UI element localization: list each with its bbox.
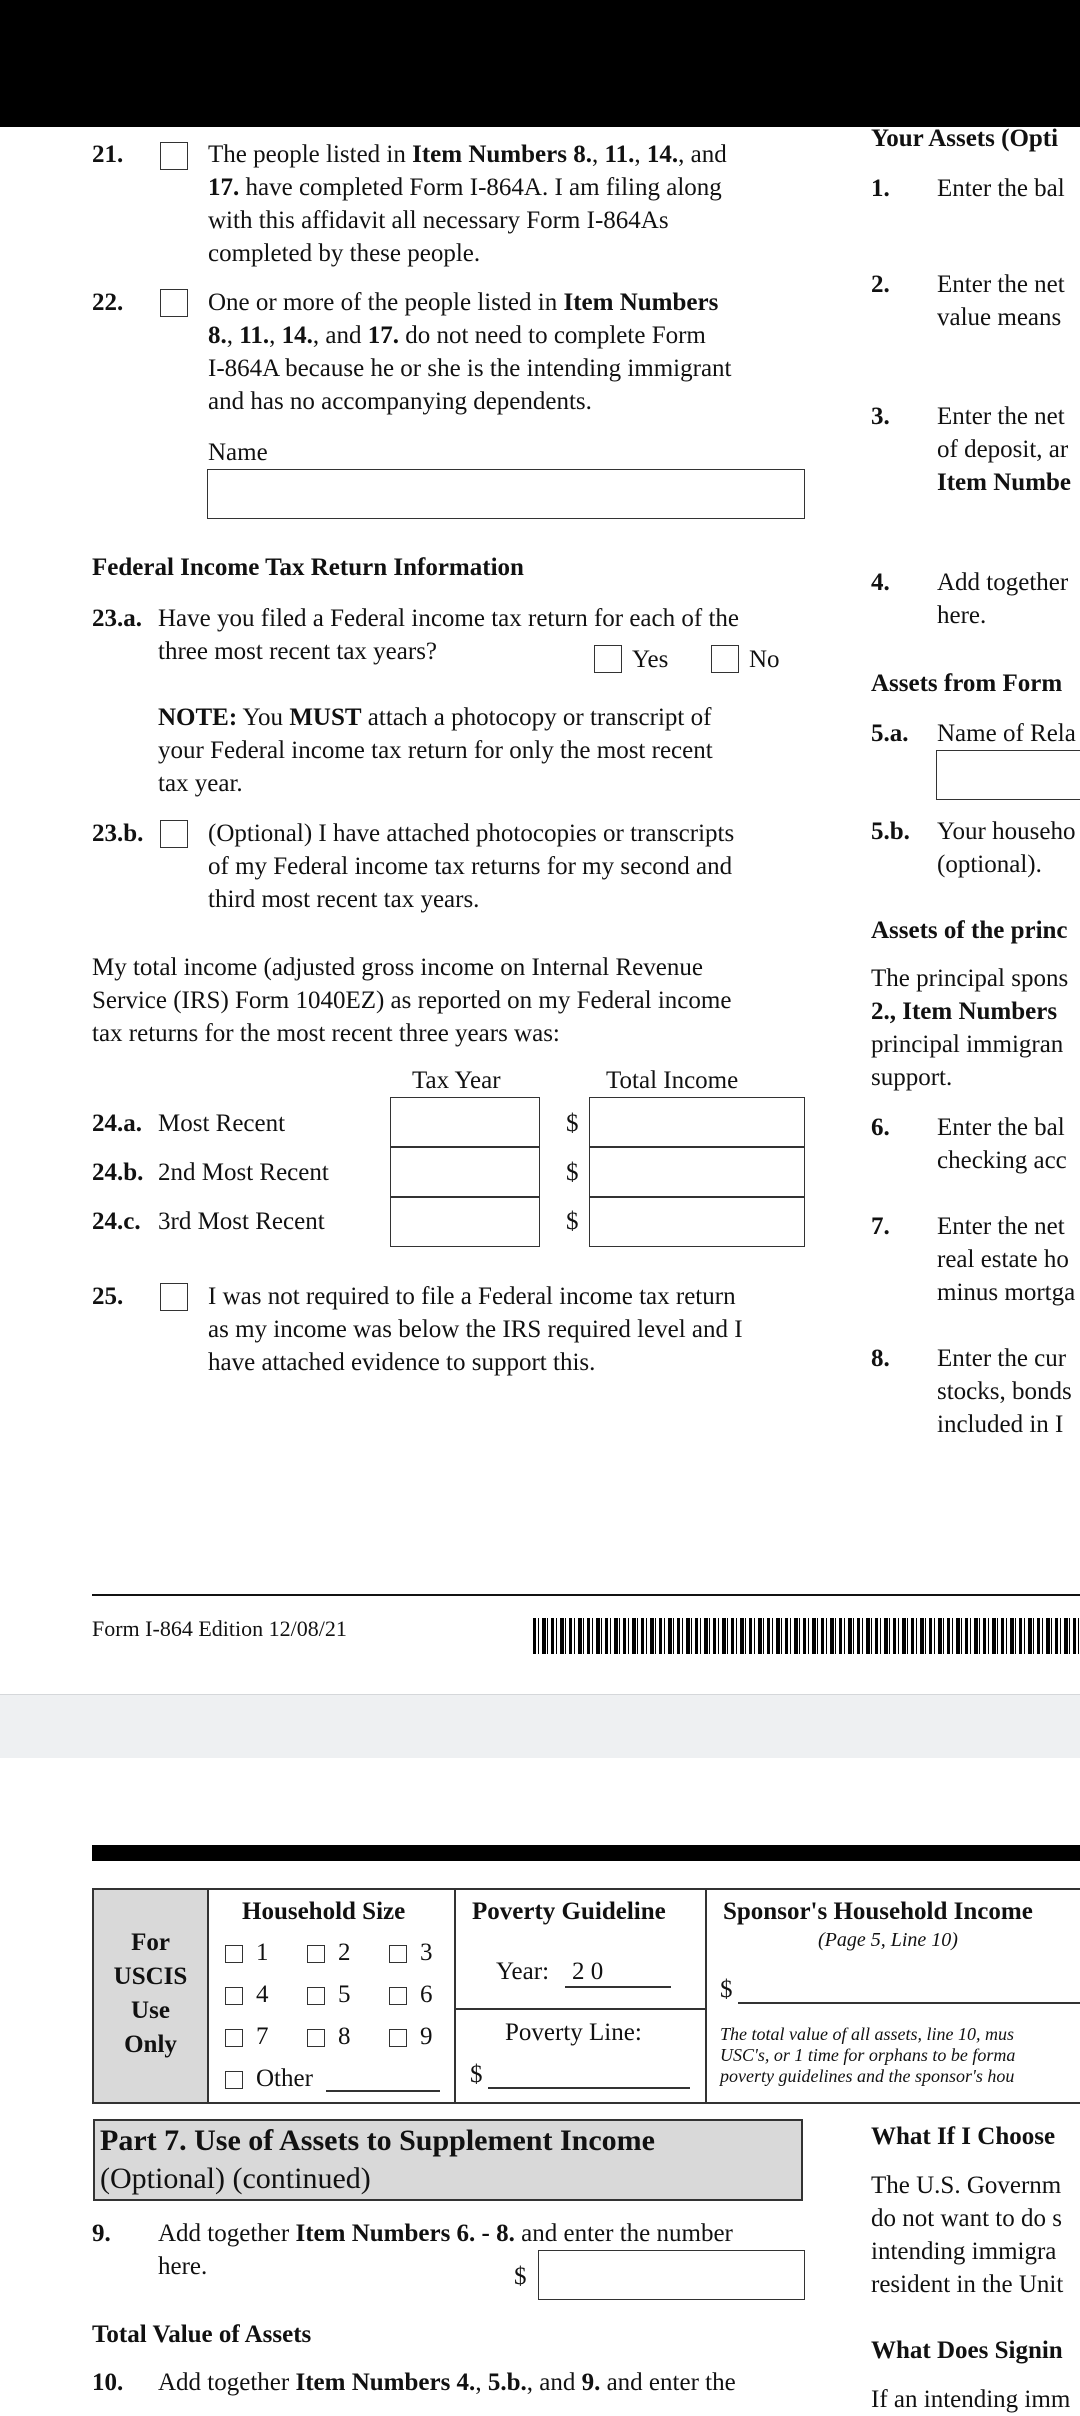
- sponsor-income-input[interactable]: [738, 2002, 1080, 2004]
- item-23a-line-2: three most recent tax years?: [158, 638, 438, 665]
- household-5-label: 5: [338, 1981, 351, 2008]
- item-5b-line-1: Your househo: [937, 818, 1076, 845]
- item-21-number: 21.: [92, 141, 124, 168]
- item-24c-tax-year-input[interactable]: [390, 1197, 540, 1247]
- income-para-line-1: My total income (adjusted gross income on Internal Revenue: [92, 954, 703, 981]
- item-24b-label: 2nd Most Recent: [158, 1159, 329, 1186]
- household-other-checkbox[interactable]: [225, 2071, 243, 2089]
- poverty-guideline-title: Poverty Guideline: [472, 1898, 666, 1925]
- item-25-checkbox[interactable]: [160, 1283, 188, 1311]
- item-23a-no-checkbox[interactable]: [711, 645, 739, 673]
- sponsor-note-line-2: USC's, or 1 time for orphans to be forma: [720, 2045, 1016, 2065]
- income-para-line-2: Service (IRS) Form 1040EZ) as reported on my Federal income: [92, 987, 732, 1014]
- barcode: [533, 1618, 1080, 1654]
- household-7-checkbox[interactable]: [225, 2029, 243, 2047]
- year-value: 2 0: [572, 1958, 604, 1985]
- item-23a-number: 23.a.: [92, 605, 142, 632]
- item-25-line-3: have attached evidence to support this.: [208, 1349, 596, 1376]
- table-divider-1: [454, 1890, 456, 2102]
- item-23a-yes-checkbox[interactable]: [594, 645, 622, 673]
- item-2-number: 2.: [871, 271, 890, 298]
- item-5a-number: 5.a.: [871, 720, 909, 747]
- item-25-line-1: I was not required to file a Federal income tax return: [208, 1283, 736, 1310]
- item-23b-checkbox[interactable]: [160, 820, 188, 848]
- household-5-checkbox[interactable]: [307, 1987, 325, 2005]
- item-7-number: 7.: [871, 1213, 890, 1240]
- top-black-bar: [0, 0, 1080, 127]
- item-10-number: 10.: [92, 2369, 124, 2396]
- household-other-label: Other: [256, 2065, 313, 2092]
- total-value-assets-title: Total Value of Assets: [92, 2321, 312, 2348]
- item-23a-line-1: Have you filed a Federal income tax return for each of the: [158, 605, 739, 632]
- item-22-line-2: 8., 11., 14., and 17. do not need to complete Form: [208, 322, 706, 349]
- item-10-line-1: Add together Item Numbers 4., 5.b., and 9. and enter the: [158, 2369, 736, 2396]
- item-23b-line-1: (Optional) I have attached photocopies or transcripts: [208, 820, 735, 847]
- item-22-line-3: I-864A because he or she is the intending immigrant: [208, 355, 732, 382]
- item-21-line-4: completed by these people.: [208, 240, 481, 267]
- item-22-line-4: and has no accompanying dependents.: [208, 388, 592, 415]
- item-24a-tax-year-input[interactable]: [390, 1097, 540, 1147]
- item-3-line-3: Item Numbe: [937, 469, 1072, 496]
- col-tax-year: Tax Year: [412, 1067, 501, 1094]
- item-24b-income-input[interactable]: [589, 1147, 805, 1197]
- footer-rule: [92, 1594, 1080, 1596]
- item-6-line-2: checking acc: [937, 1147, 1067, 1174]
- uscis-line-2: USCIS: [113, 1963, 188, 1990]
- item-1-number: 1.: [871, 175, 890, 202]
- right-para-line-3: intending immigra: [871, 2238, 1057, 2265]
- principal-para-line-3: principal immigran: [871, 1031, 1064, 1058]
- name-label: Name: [208, 439, 268, 466]
- sponsor-income-sub: (Page 5, Line 10): [818, 1929, 958, 1951]
- household-8-label: 8: [338, 2023, 351, 2050]
- item-5a-label: Name of Rela: [937, 720, 1076, 747]
- item-8-line-3: included in I: [937, 1411, 1064, 1438]
- household-6-checkbox[interactable]: [389, 1987, 407, 2005]
- item-21-line-2: 17. have completed Form I-864A. I am filing along: [208, 174, 722, 201]
- item-8-line-1: Enter the cur: [937, 1345, 1067, 1372]
- note-line-2: your Federal income tax return for only the most recent: [158, 737, 713, 764]
- sponsor-dollar: $: [720, 1976, 733, 2003]
- uscis-line-3: Use: [131, 1997, 170, 2024]
- what-if-choose-title: What If I Choose: [871, 2123, 1056, 2150]
- item-2-line-2: value means: [937, 304, 1062, 331]
- item-22-checkbox[interactable]: [160, 289, 188, 317]
- uscis-line-4: Only: [124, 2031, 177, 2058]
- sponsor-income-title: Sponsor's Household Income: [723, 1898, 1033, 1925]
- household-1-checkbox[interactable]: [225, 1945, 243, 1963]
- item-24a-income-input[interactable]: [589, 1097, 805, 1147]
- item-4-line-2: here.: [937, 602, 987, 629]
- item-21-line-3: with this affidavit all necessary Form I-864As: [208, 207, 669, 234]
- poverty-line-label: Poverty Line:: [505, 2019, 642, 2046]
- sponsor-note-line-1: The total value of all assets, line 10, mus: [720, 2024, 1014, 2044]
- household-4-label: 4: [256, 1981, 269, 2008]
- right-cut-line: If an intending imm: [871, 2386, 1071, 2413]
- item-5b-line-2: (optional).: [937, 851, 1042, 878]
- right-para-line-2: do not want to do s: [871, 2205, 1062, 2232]
- page-gap: [0, 1694, 1080, 1758]
- item-3-line-2: of deposit, ar: [937, 436, 1069, 463]
- item-7-line-2: real estate ho: [937, 1246, 1069, 1273]
- principal-assets-title: Assets of the princ: [871, 917, 1068, 944]
- page2-top-rule: [92, 1845, 1080, 1861]
- household-1-label: 1: [256, 1939, 269, 1966]
- item-24c-dollar: $: [566, 1208, 579, 1235]
- name-input[interactable]: [207, 469, 805, 519]
- item-24a-dollar: $: [566, 1110, 579, 1137]
- income-para-line-3: tax returns for the most recent three years was:: [92, 1020, 560, 1047]
- household-3-checkbox[interactable]: [389, 1945, 407, 1963]
- item-7-line-3: minus mortga: [937, 1279, 1076, 1306]
- item-25-line-2: as my income was below the IRS required level and I: [208, 1316, 743, 1343]
- item-2-line-1: Enter the net: [937, 271, 1065, 298]
- item-4-line-1: Add together: [937, 569, 1069, 596]
- item-24b-number: 24.b.: [92, 1159, 144, 1186]
- form-footer: Form I-864 Edition 12/08/21: [92, 1616, 347, 1641]
- item-24b-tax-year-input[interactable]: [390, 1147, 540, 1197]
- item-24a-label: Most Recent: [158, 1110, 286, 1137]
- household-8-checkbox[interactable]: [307, 2029, 325, 2047]
- household-9-checkbox[interactable]: [389, 2029, 407, 2047]
- item-1-line-1: Enter the bal: [937, 175, 1065, 202]
- note-line-1: NOTE: You MUST attach a photocopy or transcript of: [158, 704, 712, 731]
- principal-para-line-4: support.: [871, 1064, 953, 1091]
- household-3-label: 3: [420, 1939, 433, 1966]
- part7-title-line-1: Part 7. Use of Assets to Supplement Income: [100, 2124, 655, 2157]
- sponsor-note-line-3: poverty guidelines and the sponsor's hou: [720, 2066, 1015, 2086]
- principal-para-line-2: 2., Item Numbers: [871, 998, 1058, 1025]
- item-8-number: 8.: [871, 1345, 890, 1372]
- poverty-cell-rule: [456, 2008, 705, 2010]
- item-22-number: 22.: [92, 289, 124, 316]
- year-label: Year:: [496, 1958, 550, 1985]
- item-8-line-2: stocks, bonds: [937, 1378, 1072, 1405]
- note-line-3: tax year.: [158, 770, 243, 797]
- item-9-number: 9.: [92, 2220, 111, 2247]
- household-9-label: 9: [420, 2023, 433, 2050]
- item-24c-income-input[interactable]: [589, 1197, 805, 1247]
- item-22-line-1: One or more of the people listed in Item Numbers: [208, 289, 719, 316]
- item-5b-number: 5.b.: [871, 818, 910, 845]
- item-23b-line-2: of my Federal income tax returns for my second and: [208, 853, 733, 880]
- poverty-line-input[interactable]: [488, 2087, 690, 2089]
- household-6-label: 6: [420, 1981, 433, 2008]
- right-para-line-1: The U.S. Governm: [871, 2172, 1062, 2199]
- item-4-number: 4.: [871, 569, 890, 596]
- item-9-dollar: $: [514, 2263, 527, 2290]
- item-6-number: 6.: [871, 1114, 890, 1141]
- table-divider-2: [705, 1890, 707, 2102]
- part7-title-line-2: (Optional) (continued): [100, 2162, 371, 2195]
- item-5a-input[interactable]: [936, 750, 1080, 800]
- what-does-signing-title: What Does Signin: [871, 2337, 1063, 2364]
- item-6-line-1: Enter the bal: [937, 1114, 1065, 1141]
- item-24c-number: 24.c.: [92, 1208, 141, 1235]
- item-9-line-2: here.: [158, 2253, 208, 2280]
- household-2-checkbox[interactable]: [307, 1945, 325, 1963]
- poverty-dollar: $: [470, 2061, 483, 2088]
- item-7-line-1: Enter the net: [937, 1213, 1065, 1240]
- item-21-checkbox[interactable]: [160, 142, 188, 170]
- item-23a-yes-label: Yes: [632, 646, 669, 673]
- your-assets-title: Your Assets (Opti: [871, 125, 1059, 152]
- item-23b-number: 23.b.: [92, 820, 144, 847]
- item-24c-label: 3rd Most Recent: [158, 1208, 325, 1235]
- uscis-line-1: For: [131, 1929, 170, 1956]
- col-total-income: Total Income: [606, 1067, 739, 1094]
- item-24b-dollar: $: [566, 1159, 579, 1186]
- item-3-number: 3.: [871, 403, 890, 430]
- item-23b-line-3: third most recent tax years.: [208, 886, 480, 913]
- item-9-line-1: Add together Item Numbers 6. - 8. and enter the number: [158, 2220, 733, 2247]
- item-24a-number: 24.a.: [92, 1110, 142, 1137]
- household-other-line[interactable]: [326, 2090, 440, 2092]
- assets-from-form-title: Assets from Form: [871, 670, 1063, 697]
- right-para-line-4: resident in the Unit: [871, 2271, 1064, 2298]
- item-21-line-1: The people listed in Item Numbers 8., 11., 14., and: [208, 141, 727, 168]
- household-2-label: 2: [338, 1939, 351, 1966]
- year-underline[interactable]: [565, 1986, 671, 1988]
- item-3-line-1: Enter the net: [937, 403, 1065, 430]
- item-25-number: 25.: [92, 1283, 124, 1310]
- household-4-checkbox[interactable]: [225, 1987, 243, 2005]
- principal-para-line-1: The principal spons: [871, 965, 1069, 992]
- item-9-input[interactable]: [538, 2250, 805, 2300]
- item-23a-no-label: No: [749, 646, 780, 673]
- tax-section-title: Federal Income Tax Return Information: [92, 554, 524, 581]
- household-7-label: 7: [256, 2023, 269, 2050]
- household-size-title: Household Size: [242, 1898, 406, 1925]
